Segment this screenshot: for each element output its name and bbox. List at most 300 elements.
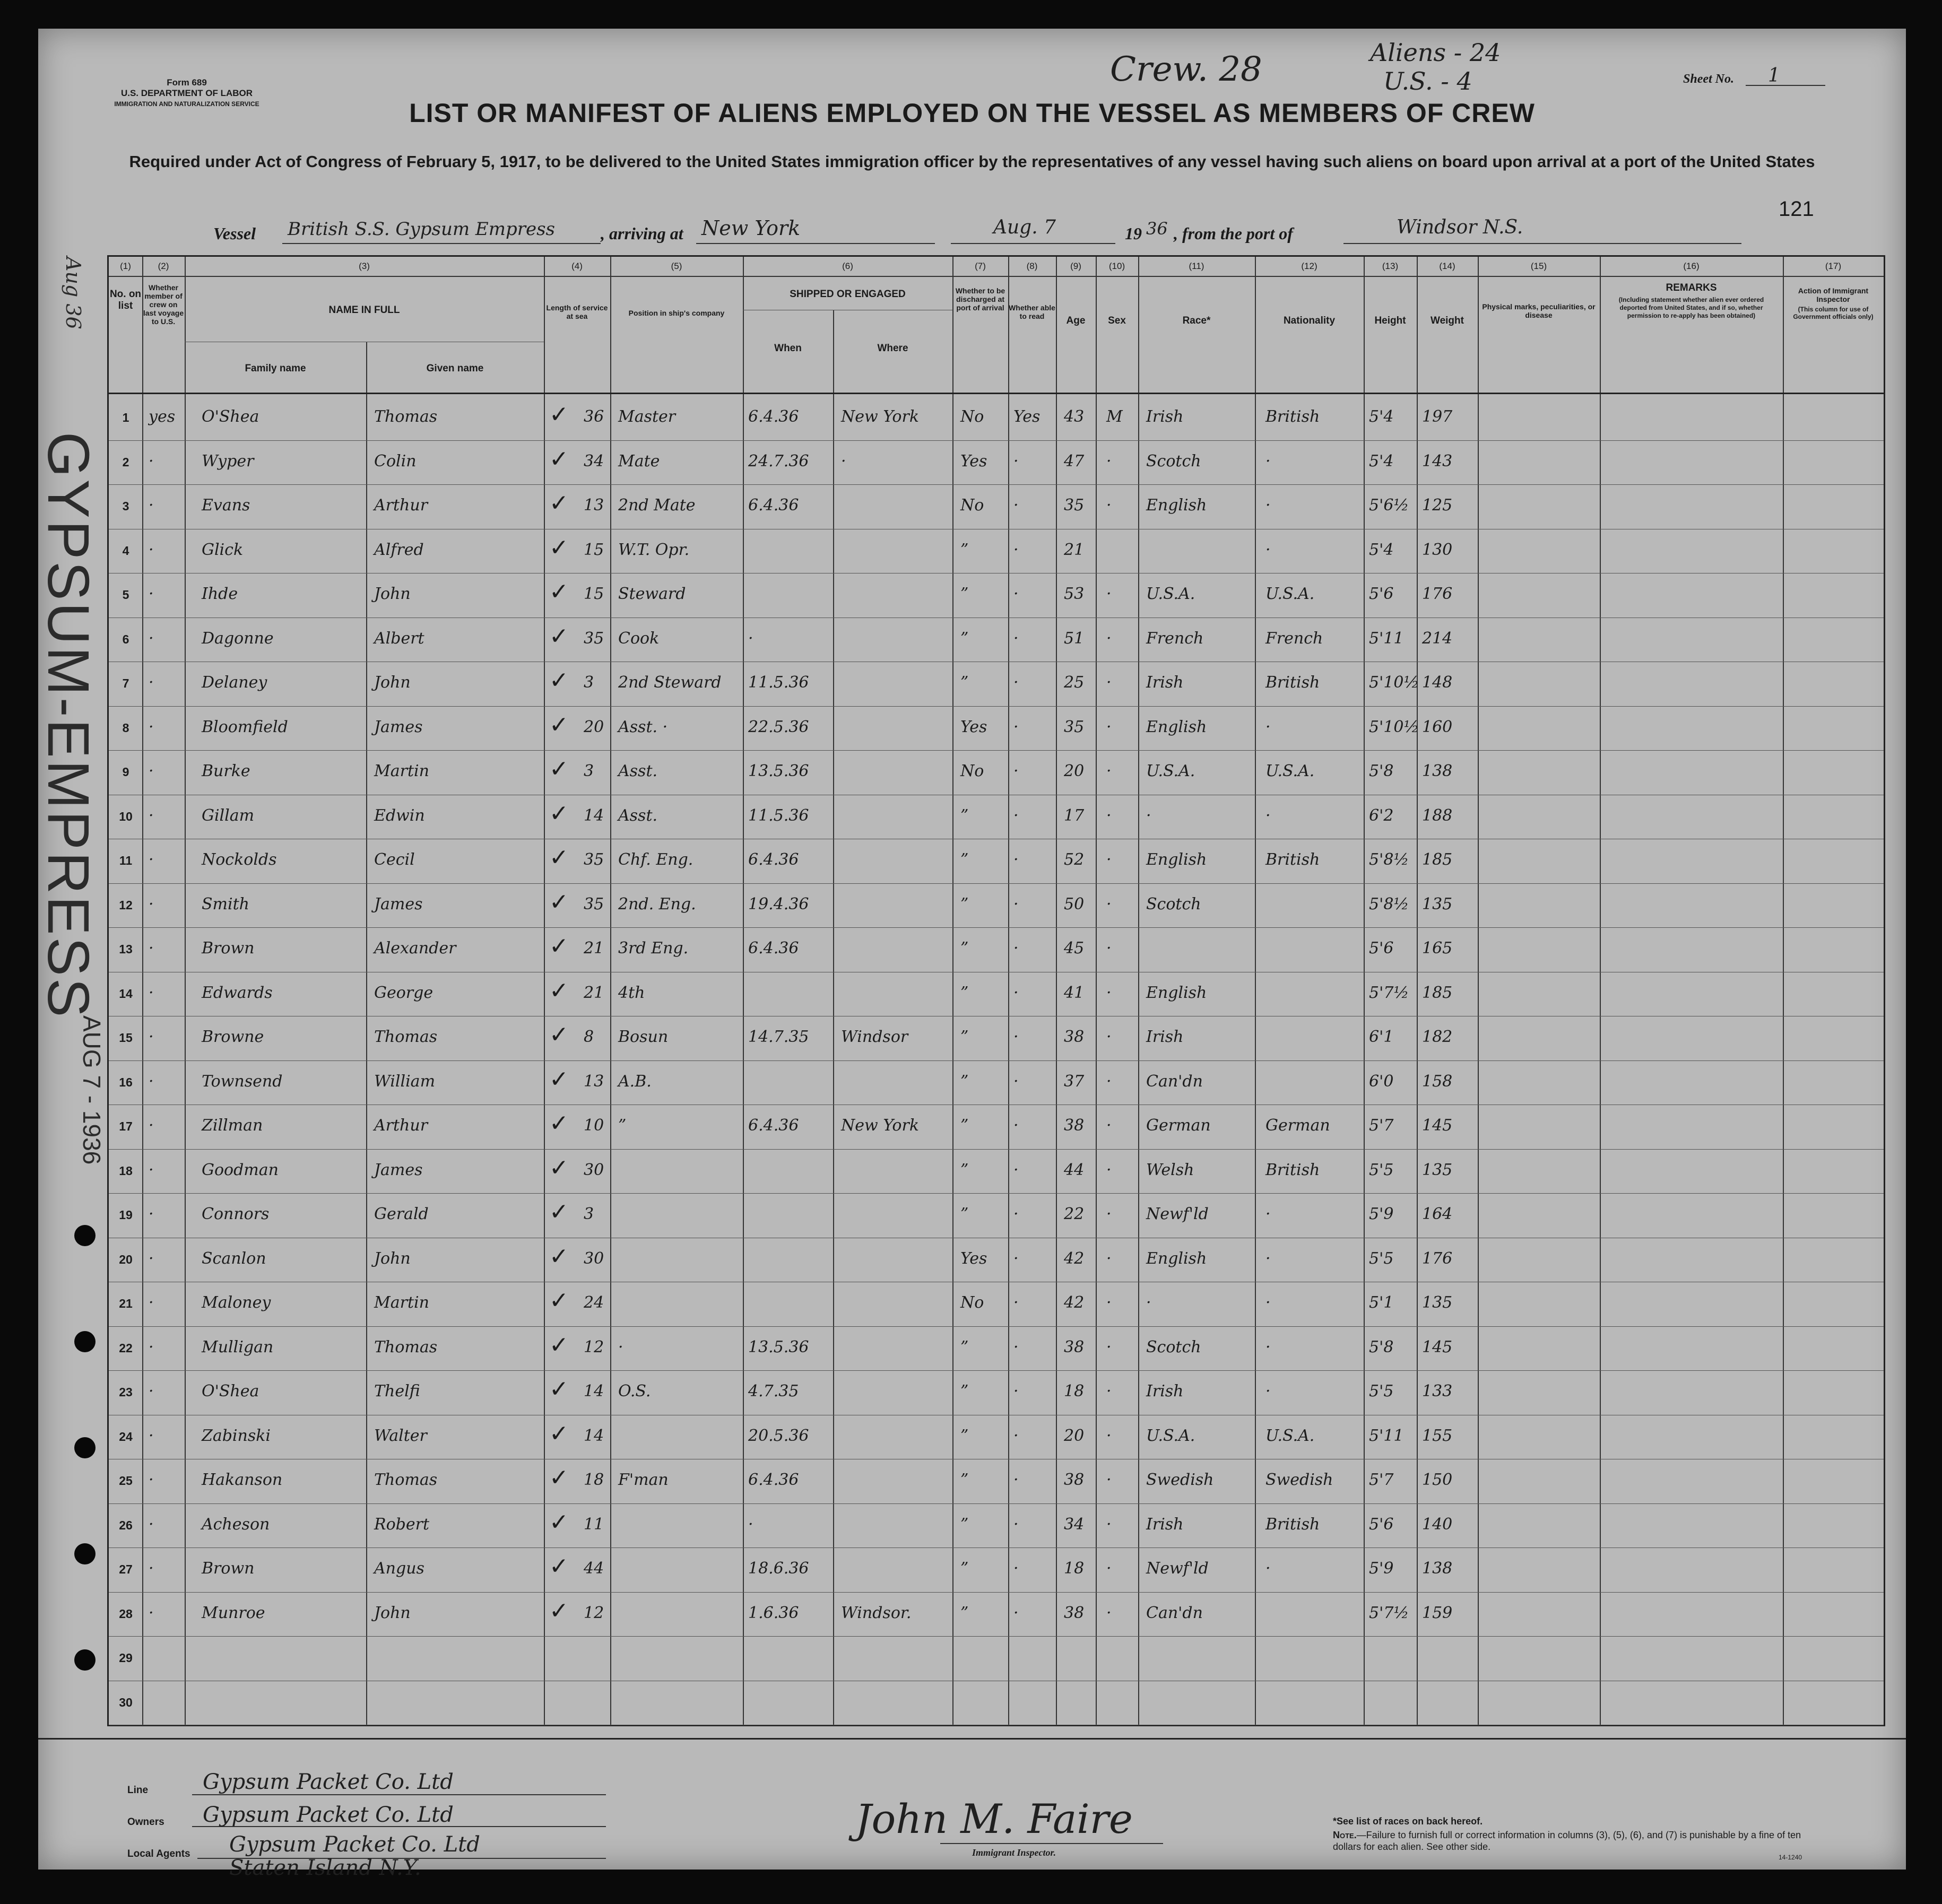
race-cell: Irish (1146, 1028, 1184, 1046)
age-cell: 51 (1064, 629, 1085, 648)
race-cell: English (1146, 983, 1207, 1002)
discharged-cell: ” (960, 673, 969, 692)
able-to-read-cell: · (1013, 894, 1019, 914)
shipped-where-cell: Windsor. (841, 1603, 912, 1622)
weight-cell: 165 (1422, 939, 1453, 958)
given-name-cell: Alexander (374, 939, 456, 958)
nationality-cell: British (1265, 407, 1320, 426)
date-stamp: AUG 7 - 1936 (78, 1015, 106, 1165)
sex-cell: · (1106, 1293, 1112, 1312)
row-number: 15 (119, 1031, 133, 1045)
given-name-cell: Thelfi (374, 1382, 420, 1401)
service-length-cell: 18 (584, 1471, 604, 1489)
row-divider (109, 1547, 1884, 1548)
able-to-read-cell: · (1013, 717, 1019, 736)
weight-cell: 164 (1422, 1205, 1453, 1223)
us-count-note: U.S. - 4 (1383, 67, 1472, 95)
height-cell: 5'7 (1369, 1471, 1394, 1489)
sex-cell: · (1106, 451, 1112, 471)
weight-cell: 158 (1422, 1072, 1453, 1091)
sex-cell: · (1106, 850, 1112, 869)
service-length-cell: 14 (584, 1426, 604, 1445)
discharged-cell: ” (960, 629, 969, 648)
check-mark-icon: ✓ (549, 1154, 569, 1181)
crew-prev-voyage: · (149, 1603, 154, 1622)
race-cell: Irish (1146, 407, 1184, 426)
service-length-cell: 30 (584, 1160, 604, 1179)
weight-cell: 138 (1422, 762, 1453, 780)
row-divider (109, 1149, 1884, 1150)
service-length-cell: 10 (584, 1116, 604, 1135)
able-to-read-cell: · (1013, 673, 1019, 692)
shipped-where-cell: New York (841, 407, 919, 426)
penalty-note (1333, 1829, 1810, 1853)
height-cell: 6'0 (1369, 1072, 1394, 1091)
shipped-when-cell: 1.6.36 (748, 1603, 799, 1622)
able-to-read-cell: · (1013, 1559, 1019, 1578)
crew-prev-voyage: · (149, 451, 154, 471)
header-where: Where (877, 343, 908, 354)
row-number: 23 (119, 1385, 133, 1399)
weight-cell: 159 (1422, 1603, 1453, 1622)
header-remarks-note: (Including statement whether alien ever ordered deported from United States, and if so, whether permission to re-apply has been obtained) (1618, 296, 1764, 319)
discharged-cell: ” (960, 1028, 969, 1046)
col-divider (1600, 257, 1601, 1725)
able-to-read-cell: · (1013, 1337, 1019, 1357)
row-number: 1 (122, 411, 129, 424)
age-cell: 20 (1064, 1426, 1085, 1445)
service-length-cell: 34 (584, 451, 604, 471)
service-length-cell: 35 (584, 629, 604, 648)
vessel-name-stamp: GYPSUM-EMPRESS (36, 432, 101, 1020)
row-divider (109, 1503, 1884, 1504)
weight-cell: 197 (1422, 407, 1453, 426)
weight-cell: 135 (1422, 1160, 1453, 1179)
race-note: *See list of races on back hereof. (1333, 1816, 1483, 1827)
manifest-sheet (36, 29, 1906, 1880)
sex-cell: · (1106, 939, 1112, 958)
height-cell: 5'10½ (1369, 717, 1419, 736)
height-cell: 5'4 (1369, 540, 1394, 559)
family-name-cell: Browne (202, 1028, 264, 1046)
check-mark-icon: ✓ (549, 622, 569, 650)
crew-prev-voyage: yes (149, 407, 176, 426)
service-name: IMMIGRATION AND NATURALIZATION SERVICE (114, 100, 259, 108)
race-cell: Can'dn (1146, 1072, 1203, 1091)
crew-prev-voyage: · (149, 1249, 154, 1268)
sex-cell: · (1106, 1160, 1112, 1179)
nationality-cell: · (1265, 717, 1271, 736)
given-name-cell: James (374, 1160, 423, 1179)
height-cell: 5'7½ (1369, 983, 1409, 1002)
discharged-cell: ” (960, 806, 969, 825)
given-name-cell: Cecil (374, 850, 415, 869)
height-cell: 5'6 (1369, 585, 1394, 603)
col-divider (1255, 257, 1256, 1725)
given-name-cell: Thomas (374, 1337, 438, 1357)
race-cell: English (1146, 850, 1207, 869)
sex-cell: · (1106, 894, 1112, 914)
given-name-cell: Arthur (374, 1116, 428, 1135)
col-number: (2) (158, 261, 169, 271)
service-length-cell: 35 (584, 894, 604, 914)
height-cell: 5'7½ (1369, 1603, 1409, 1622)
crew-prev-voyage: · (149, 939, 154, 958)
service-length-cell: 35 (584, 850, 604, 869)
sex-cell: · (1106, 673, 1112, 692)
check-mark-icon: ✓ (549, 1420, 569, 1447)
service-length-cell: 24 (584, 1293, 604, 1312)
height-cell: 5'4 (1369, 451, 1394, 471)
position-cell: Mate (618, 451, 660, 471)
discharged-cell: ” (960, 894, 969, 914)
col-number: (8) (1026, 261, 1038, 271)
shipped-where-cell: · (841, 451, 846, 471)
able-to-read-cell: · (1013, 939, 1019, 958)
header-action-note: (This column for use of Government officials only) (1793, 306, 1874, 320)
col-divider (610, 257, 611, 1725)
service-length-cell: 15 (584, 540, 604, 559)
weight-cell: 176 (1422, 1249, 1453, 1268)
inspector-signature: John M. Faire (855, 1795, 1133, 1842)
shipped-when-cell: 6.4.36 (748, 1471, 799, 1489)
discharged-cell: ” (960, 1471, 969, 1489)
check-mark-icon: ✓ (549, 844, 569, 871)
nationality-cell: U.S.A. (1265, 762, 1315, 780)
shipped-when-cell: 22.5.36 (748, 717, 809, 736)
vessel-label: Vessel (213, 224, 256, 243)
family-name-cell: Scanlon (202, 1249, 266, 1268)
col-number: (5) (671, 261, 682, 271)
col-divider (1783, 257, 1784, 1725)
able-to-read-cell: · (1013, 1603, 1019, 1622)
crew-prev-voyage: · (149, 1293, 154, 1312)
service-length-cell: 12 (584, 1603, 604, 1622)
age-cell: 41 (1064, 983, 1085, 1002)
given-name-cell: Edwin (374, 806, 425, 825)
inspector-label: Immigrant Inspector. (972, 1847, 1056, 1858)
weight-cell: 214 (1422, 629, 1453, 648)
weight-cell: 135 (1422, 894, 1453, 914)
date-line (951, 243, 1115, 244)
family-name-cell: Maloney (202, 1293, 271, 1312)
able-to-read-cell: · (1013, 629, 1019, 648)
check-mark-icon: ✓ (549, 1242, 569, 1270)
family-name-cell: Bloomfield (202, 717, 288, 736)
discharged-cell: ” (960, 1072, 969, 1091)
weight-cell: 185 (1422, 983, 1453, 1002)
nationality-cell: · (1265, 1382, 1271, 1401)
able-to-read-cell: · (1013, 850, 1019, 869)
age-cell: 53 (1064, 585, 1085, 603)
sex-cell: · (1106, 629, 1112, 648)
service-length-cell: 21 (584, 939, 604, 958)
margin-note: Aug 36 (62, 257, 85, 329)
line-field (192, 1794, 606, 1795)
crew-prev-voyage: · (149, 673, 154, 692)
aliens-count-note: Aliens - 24 (1370, 38, 1501, 67)
given-name-cell: Walter (374, 1426, 427, 1445)
col-number: (17) (1825, 261, 1842, 271)
age-cell: 38 (1064, 1603, 1085, 1622)
shipped-when-cell: 6.4.36 (748, 496, 799, 515)
check-mark-icon: ✓ (549, 1597, 569, 1624)
sheet-no-line (1746, 85, 1825, 86)
service-length-cell: 36 (584, 407, 604, 426)
race-cell: U.S.A. (1146, 762, 1195, 780)
sex-cell: · (1106, 983, 1112, 1002)
crew-prev-voyage: · (149, 894, 154, 914)
discharged-cell: ” (960, 1382, 969, 1401)
race-cell: Irish (1146, 1515, 1184, 1534)
position-cell: 3rd Eng. (618, 939, 689, 958)
header-race: Race* (1182, 315, 1211, 326)
row-number: 4 (122, 543, 129, 558)
row-divider (109, 706, 1884, 707)
agents-value: Gypsum Packet Co. Ltd (229, 1832, 480, 1857)
able-to-read-cell: · (1013, 1249, 1019, 1268)
family-name-cell: Goodman (202, 1160, 279, 1179)
race-cell: Newf'ld (1146, 1559, 1209, 1578)
age-cell: 37 (1064, 1072, 1085, 1091)
position-cell: Chf. Eng. (618, 850, 693, 869)
race-cell: German (1146, 1116, 1211, 1135)
height-cell: 5'7 (1369, 1116, 1394, 1135)
race-cell: Swedish (1146, 1471, 1214, 1489)
punch-hole (74, 1543, 96, 1564)
discharged-cell: ” (960, 1603, 969, 1622)
family-name-cell: Brown (202, 939, 255, 958)
note-label: Note. (1333, 1830, 1357, 1840)
crew-prev-voyage: · (149, 762, 154, 780)
check-mark-icon: ✓ (549, 490, 569, 517)
punch-hole (74, 1331, 96, 1352)
family-name-cell: Nockolds (202, 850, 277, 869)
header-height: Height (1374, 315, 1406, 326)
sheet-no-label: Sheet No. (1683, 72, 1734, 86)
able-to-read-cell: · (1013, 1160, 1019, 1179)
height-cell: 5'8½ (1369, 850, 1409, 869)
col-number: (6) (842, 261, 853, 271)
row-number: 29 (119, 1651, 133, 1665)
col-number: (7) (975, 261, 986, 271)
age-cell: 38 (1064, 1116, 1085, 1135)
shipped-when-cell: 24.7.36 (748, 451, 809, 471)
signature-line (940, 1843, 1163, 1844)
col-divider (952, 257, 953, 1725)
header-family-name: Family name (245, 363, 306, 374)
given-name-cell: George (374, 983, 434, 1002)
sex-cell: · (1106, 1072, 1112, 1091)
position-cell: 2nd Mate (618, 496, 696, 515)
shipped-when-cell: · (748, 629, 753, 648)
age-cell: 42 (1064, 1293, 1085, 1312)
sex-cell: · (1106, 762, 1112, 780)
punch-hole (74, 1225, 96, 1246)
col-number: (10) (1108, 261, 1125, 271)
age-cell: 38 (1064, 1471, 1085, 1489)
row-number: 22 (119, 1341, 133, 1355)
position-cell: · (618, 1337, 623, 1357)
row-number: 27 (119, 1562, 133, 1576)
row-divider (109, 883, 1884, 884)
service-length-cell: 21 (584, 983, 604, 1002)
punch-hole (74, 1437, 96, 1458)
shipped-when-cell: 19.4.36 (748, 894, 809, 914)
sex-cell: · (1106, 1559, 1112, 1578)
row-divider (109, 1326, 1884, 1327)
row-divider (109, 750, 1884, 751)
row-number: 9 (122, 765, 129, 779)
family-name-cell: Connors (202, 1205, 270, 1223)
nationality-cell: British (1265, 850, 1320, 869)
row-number: 12 (119, 898, 133, 912)
shipped-when-cell: 13.5.36 (748, 762, 809, 780)
age-cell: 35 (1064, 717, 1085, 736)
age-cell: 20 (1064, 762, 1085, 780)
col-divider (1096, 257, 1097, 1725)
height-cell: 6'2 (1369, 806, 1394, 825)
department-name: U.S. DEPARTMENT OF LABOR (120, 88, 253, 98)
crew-prev-voyage: · (149, 1471, 154, 1489)
service-length-cell: 30 (584, 1249, 604, 1268)
height-cell: 5'9 (1369, 1559, 1394, 1578)
check-mark-icon: ✓ (549, 1287, 569, 1314)
header-physical-marks: Physical marks, peculiarities, or disease (1482, 302, 1596, 319)
check-mark-icon: ✓ (549, 1331, 569, 1359)
family-name-cell: Evans (202, 496, 250, 515)
given-name-cell: Colin (374, 451, 417, 471)
shipped-when-cell: 20.5.36 (748, 1426, 809, 1445)
age-cell: 43 (1064, 407, 1085, 426)
height-cell: 5'10½ (1369, 673, 1419, 692)
col-number: (4) (571, 261, 583, 271)
row-number: 11 (119, 854, 133, 867)
col-number: (12) (1301, 261, 1317, 271)
able-to-read-cell: · (1013, 496, 1019, 515)
nationality-cell: German (1265, 1116, 1330, 1135)
family-name-cell: Hakanson (202, 1471, 283, 1489)
position-cell: Asst. (618, 762, 658, 780)
shipped-when-cell: 18.6.36 (748, 1559, 809, 1578)
given-name-cell: Thomas (374, 407, 438, 426)
discharged-cell: ” (960, 1160, 969, 1179)
nationality-cell: · (1265, 1249, 1271, 1268)
family-name-cell: Zabinski (202, 1426, 271, 1445)
line-value: Gypsum Packet Co. Ltd (203, 1770, 454, 1794)
owners-value: Gypsum Packet Co. Ltd (203, 1803, 454, 1827)
sex-cell: · (1106, 496, 1112, 515)
weight-cell: 160 (1422, 717, 1453, 736)
crew-count-note: Crew. 28 (1110, 50, 1262, 89)
crew-prev-voyage: · (149, 850, 154, 869)
discharged-cell: ” (960, 850, 969, 869)
crew-prev-voyage: · (149, 540, 154, 559)
service-length-cell: 3 (584, 673, 594, 692)
race-cell: English (1146, 717, 1207, 736)
sex-cell: · (1106, 1337, 1112, 1357)
able-to-read-cell: Yes (1013, 407, 1041, 426)
discharged-cell: ” (960, 1515, 969, 1534)
row-number: 28 (119, 1606, 133, 1621)
position-cell: 2nd Steward (618, 673, 722, 692)
height-cell: 5'8 (1369, 1337, 1394, 1357)
able-to-read-cell: · (1013, 540, 1019, 559)
weight-cell: 138 (1422, 1559, 1453, 1578)
check-mark-icon: ✓ (549, 977, 569, 1004)
nationality-cell: · (1265, 540, 1271, 559)
sex-cell: · (1106, 806, 1112, 825)
nationality-cell: U.S.A. (1265, 585, 1315, 603)
position-cell: Asst. (618, 806, 658, 825)
height-cell: 5'11 (1369, 1426, 1404, 1445)
from-label: , from the port of (1174, 224, 1293, 243)
col-divider (1417, 257, 1418, 1725)
able-to-read-cell: · (1013, 762, 1019, 780)
check-mark-icon: ✓ (549, 711, 569, 738)
given-name-cell: Angus (374, 1559, 424, 1578)
nationality-cell: · (1265, 451, 1271, 471)
position-cell: 2nd. Eng. (618, 894, 696, 914)
col-divider (1008, 257, 1009, 1725)
col-number: (15) (1530, 261, 1547, 271)
nationality-cell: U.S.A. (1265, 1426, 1315, 1445)
race-cell: U.S.A. (1146, 1426, 1195, 1445)
able-to-read-cell: · (1013, 585, 1019, 603)
able-to-read-cell: · (1013, 1072, 1019, 1091)
row-number: 5 (122, 588, 129, 602)
family-name-cell: Dagonne (202, 629, 274, 648)
header-name-in-full: NAME IN FULL (328, 305, 400, 316)
col-number: (16) (1683, 261, 1700, 271)
service-length-cell: 8 (584, 1028, 594, 1046)
race-cell: · (1146, 806, 1151, 825)
row-divider (109, 1592, 1884, 1593)
from-line (1343, 243, 1741, 244)
race-cell: Can'dn (1146, 1603, 1203, 1622)
weight-cell: 176 (1422, 585, 1453, 603)
row-number: 25 (119, 1474, 133, 1488)
row-number: 14 (119, 986, 133, 1001)
row-divider (109, 1636, 1884, 1637)
crew-prev-voyage: · (149, 806, 154, 825)
race-cell: English (1146, 496, 1207, 515)
row-number: 6 (122, 632, 129, 646)
height-cell: 5'8½ (1369, 894, 1409, 914)
position-cell: ” (618, 1116, 627, 1135)
col-divider (366, 342, 367, 1725)
header-nationality: Nationality (1283, 315, 1336, 326)
age-cell: 25 (1064, 673, 1085, 692)
given-name-cell: Alfred (374, 540, 424, 559)
family-name-cell: Glick (202, 540, 244, 559)
position-cell: O.S. (618, 1382, 651, 1401)
family-name-cell: Brown (202, 1559, 255, 1578)
agents-address: Staten Island N.Y. (229, 1856, 421, 1880)
col-number: (11) (1189, 261, 1204, 271)
nationality-cell: · (1265, 1205, 1271, 1223)
sex-cell: · (1106, 1515, 1112, 1534)
row-number: 10 (119, 809, 133, 823)
service-length-cell: 14 (584, 1382, 604, 1401)
header-able-to-read: Whether able to read (1009, 303, 1055, 320)
able-to-read-cell: · (1013, 1028, 1019, 1046)
row-divider (109, 1193, 1884, 1194)
age-cell: 18 (1064, 1559, 1085, 1578)
shipped-when-cell: 14.7.35 (748, 1028, 809, 1046)
shipped-where-cell: Windsor (841, 1028, 908, 1046)
crew-prev-voyage: · (149, 1205, 154, 1223)
